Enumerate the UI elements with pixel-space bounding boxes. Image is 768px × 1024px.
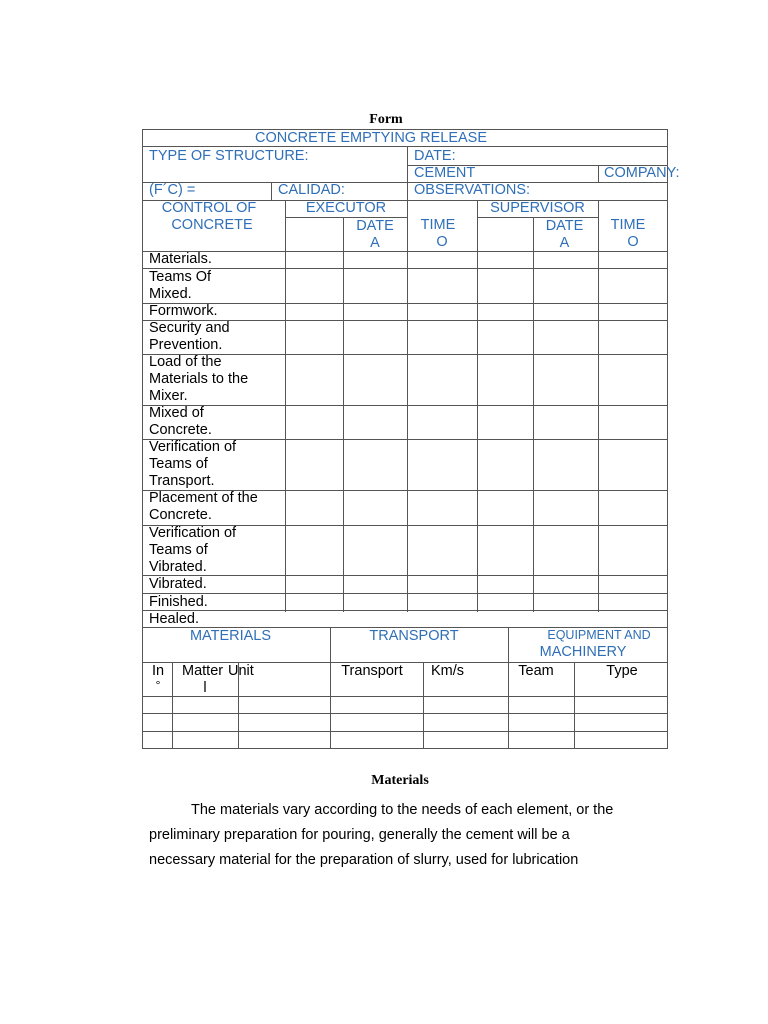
form-heading: CONCRETE EMPTYING RELEASE (254, 130, 488, 146)
row-label: Verification of (149, 439, 237, 455)
fc-label: (F´C) = (149, 182, 196, 198)
row-label: Healed. (149, 611, 199, 627)
observations-label: OBSERVATIONS: (414, 182, 531, 198)
form-title: Form (369, 112, 403, 127)
unit-col-header: Unit (228, 663, 254, 679)
executor-date-header-line2: A (370, 235, 380, 251)
row-label: Teams of (149, 456, 208, 472)
unit-col-header-line2: l (203, 680, 207, 696)
row-label: Concrete. (149, 507, 212, 523)
concrete-release-form (142, 129, 680, 748)
number-col-header-line2: ° (155, 678, 161, 692)
row-label: Materials. (149, 251, 212, 267)
cement-label: CEMENT (414, 165, 476, 181)
kms-col-header: Km/s (431, 663, 465, 679)
number-col-header: In (151, 663, 165, 679)
type-of-structure-label: TYPE OF STRUCTURE: (149, 148, 309, 164)
materials-header: MATERIALS (189, 628, 272, 644)
equipment-header-line2: MACHINERY (539, 644, 627, 660)
matter-col-header: Matter (182, 663, 224, 679)
paragraph-line: necessary material for the preparation of slurry, used for lubrication (149, 852, 579, 868)
row-label: Load of the (149, 354, 222, 370)
row-label: Finished. (149, 594, 208, 610)
executor-time-header: TIME (420, 217, 456, 233)
row-label: Mixer. (149, 388, 188, 404)
row-label: Teams Of (149, 269, 212, 285)
equipment-header: EQUIPMENT AND (547, 628, 651, 642)
supervisor-header: SUPERVISOR (490, 200, 585, 216)
team-col-header: Team (518, 663, 554, 679)
row-label: Transport. (149, 473, 215, 489)
executor-time-header-line2: O (436, 234, 448, 250)
executor-date-header: DATE (356, 218, 394, 234)
date-label: DATE: (414, 148, 456, 164)
row-label: Mixed of (149, 405, 204, 421)
row-label: Vibrated. (149, 559, 207, 575)
row-label: Teams of (149, 542, 208, 558)
paragraph-line: The materials vary according to the needs of each element, or the (191, 802, 614, 818)
type-col-header: Type (606, 663, 638, 679)
control-of-concrete-header: CONTROL OF (161, 200, 257, 216)
row-label: Concrete. (149, 422, 212, 438)
transport-col-header: Transport (341, 663, 403, 679)
row-label: Security and (149, 320, 230, 336)
supervisor-date-header: DATE (545, 218, 584, 234)
row-label: Prevention. (149, 337, 223, 353)
supervisor-time-header-line2: O (627, 234, 639, 250)
row-label: Formwork. (149, 303, 218, 319)
row-label: Mixed. (149, 286, 192, 302)
supervisor-date-header-line2: A (559, 235, 570, 251)
row-label: Materials to the (149, 371, 249, 387)
row-label: Vibrated. (149, 576, 207, 592)
calidad-label: CALIDAD: (278, 182, 345, 198)
executor-header: EXECUTOR (305, 200, 387, 216)
row-label: Verification of (149, 525, 237, 541)
control-of-concrete-header-line2: CONCRETE (171, 217, 253, 233)
body-paragraph (149, 798, 665, 873)
transport-header: TRANSPORT (369, 628, 459, 644)
company-label: COMPANY: (604, 165, 680, 181)
section-title: Materials (371, 773, 429, 788)
supervisor-time-header: TIME (610, 217, 646, 233)
paragraph-line: preliminary preparation for pouring, generally the cement will be a (149, 827, 570, 843)
row-label: Placement of the (149, 490, 258, 506)
